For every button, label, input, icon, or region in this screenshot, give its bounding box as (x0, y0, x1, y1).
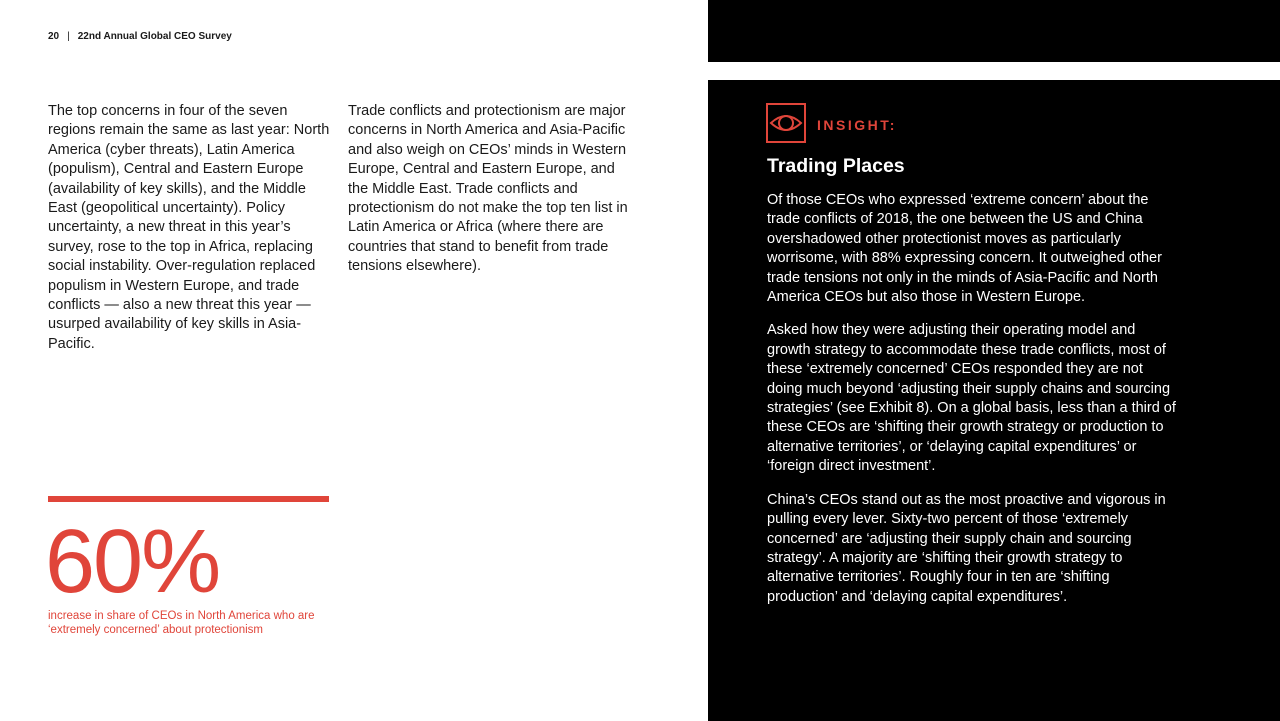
insight-paragraph: China’s CEOs stand out as the most proactive and vigorous in pulling every lever. Sixty-two percent of those ‘extremely concerned’ are ‘adjusting their supply chain and sourcing strategy’. A majority are ‘shifting their growth strategy to alternative territories’. Roughly four in ten are ‘shifting production’ and ‘delaying capital expenditures’. (767, 491, 1166, 605)
eye-icon (766, 103, 806, 143)
top-black-band (708, 0, 1280, 62)
insight-panel (708, 80, 1280, 721)
left-column-paragraph: The top concerns in four of the seven regions remain the same as last year: North America (cyber threats), Latin America (populism), Central and Eastern Europe (availability of key skills), and the Middle East (geopolitical uncertainty). Policy uncertainty, a new threat in this year’s survey, rose to the top in Africa, replacing social instability. Over-regulation replaced populism in Western Europe, and trade conflicts — also a new threat this year — usurped availability of key skills in Asia-Pacific. (48, 103, 330, 352)
insight-body (767, 191, 1177, 621)
stat-caption: increase in share of CEOs in North America who are ‘extremely concerned’ about protectionism (48, 610, 315, 636)
page-number: 20 (48, 31, 60, 42)
insight-paragraph: Asked how they were adjusting their operating model and growth strategy to accommodate these trade conflicts, most of these ‘extremely concerned’ CEOs responded they are not doing much beyond ‘adjusting their supply chains and sourcing strategies’ (see Exhibit 8). On a global basis, less than a third of these CEOs are ‘shifting their growth strategy or production to alternative territories’, or ‘delaying capital expenditures’ or ‘foreign direct investment’. (767, 322, 1176, 475)
left-text-column (48, 102, 330, 354)
stat-divider (48, 496, 329, 502)
insight-title: Trading Places (767, 155, 905, 177)
insight-paragraph: Of those CEOs who expressed ‘extreme concern’ about the trade conflicts of 2018, the one between the US and China overshadowed other protectionist moves as particularly worrisome, with 88% expressing concern. It outweighed other trade tensions not only in the minds of Asia-Pacific and North America CEOs but also those in Western Europe. (767, 192, 1162, 306)
right-column-paragraph: Trade conflicts and protectionism are major concerns in North America and Asia-Pacific and also weigh on CEOs’ minds in Western Europe, Central and Eastern Europe, and the Middle East. Trade conflicts and protectionism do not make the top ten list in Latin America or Africa (where there are countries that stand to benefit from trade tensions elsewhere). (348, 103, 628, 275)
header-separator: | (67, 31, 70, 42)
right-text-column (348, 102, 638, 277)
insight-label: INSIGHT: (817, 117, 897, 133)
publication-title: 22nd Annual Global CEO Survey (77, 31, 232, 42)
stat-value: 60% (45, 512, 220, 612)
page-header (48, 31, 232, 42)
